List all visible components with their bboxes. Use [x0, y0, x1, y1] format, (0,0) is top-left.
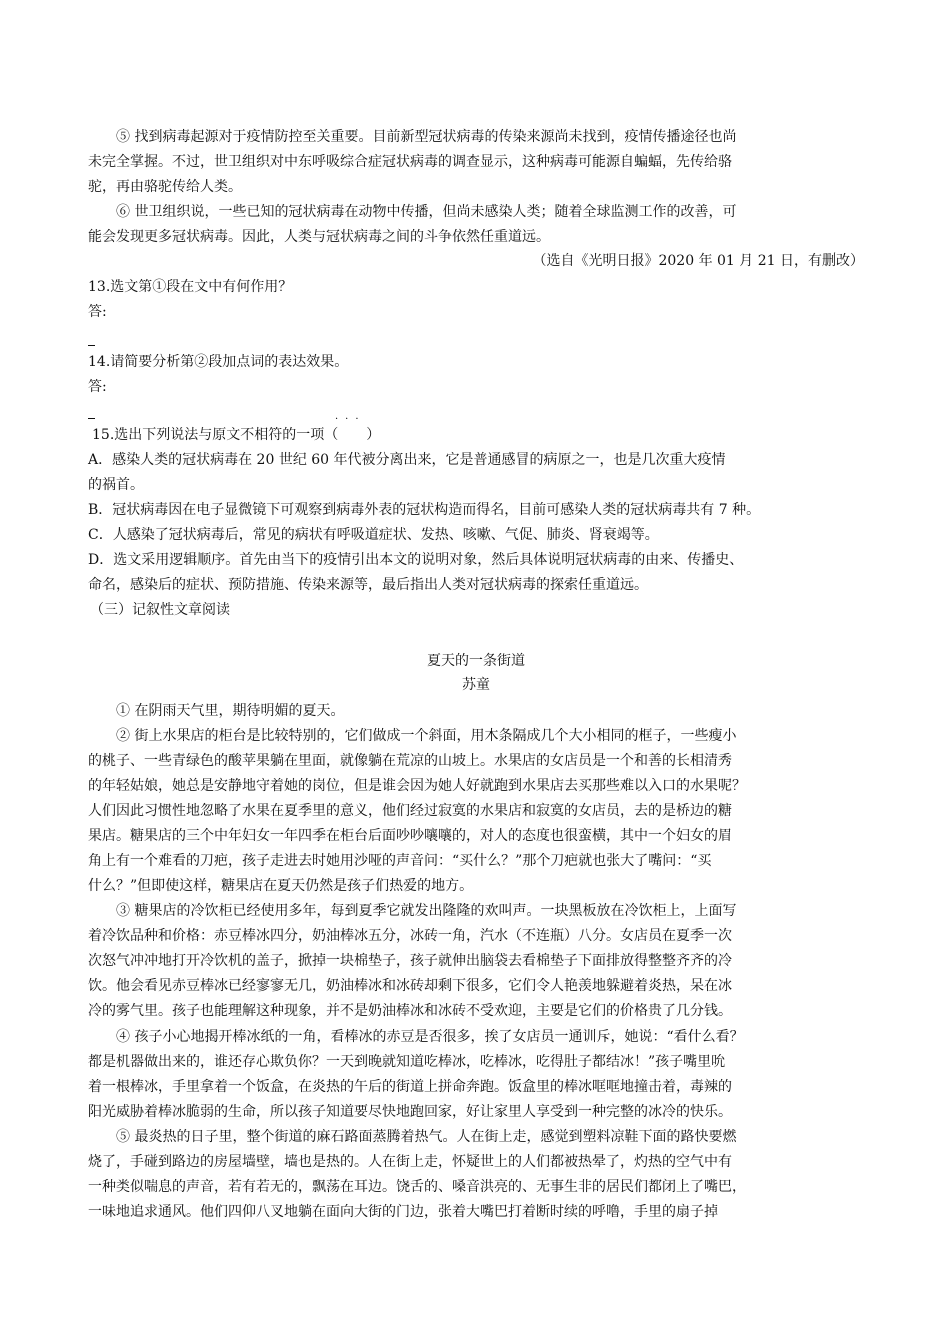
question-14-answer-line[interactable] — [88, 418, 95, 419]
article-p2-line-2: 的桃子、一些青绿色的酸苹果躺在里面，就像躺在荒凉的山坡上。水果店的女店员是一个和善的长相清秀 — [88, 753, 732, 769]
passage1-p6-line-2: 能会发现更多冠状病毒。因此，人类与冠状病毒之间的斗争依然任重道远。 — [88, 229, 550, 245]
article-p2-line-3: 的年轻姑娘，她总是安静地守着她的岗位，但是谁会因为她人好就跑到水果店去买那些难以入口的水果呢？ — [88, 778, 746, 794]
passage1-p6-line-1: ⑥ 世卫组织说，一些已知的冠状病毒在动物中传播，但尚未感染人类；随着全球监测工作的改善，可 — [116, 204, 737, 220]
article-p3-line-5: 冷的雾气里。孩子也能理解这种现象，并不是奶油棒冰和冰砖不受欢迎，主要是它们的价格贵了几分钱。 — [88, 1003, 732, 1019]
option-d-line-1: D．选文采用逻辑顺序。首先由当下的疫情引出本文的说明对象，然后具体说明冠状病毒的由来、传播史、 — [88, 552, 744, 568]
article-p3-line-2: 着冷饮品种和价格：赤豆棒冰四分，奶油棒冰五分，冰砖一角，汽水（不连瓶）八分。女店员在夏季一次 — [88, 928, 732, 944]
article-author: 苏童 — [462, 677, 490, 693]
article-p4-line-4: 阳光威胁着棒冰脆弱的生命，所以孩子知道要尽快地跑回家，好让家里人享受到一种完整的冰冷的快乐。 — [88, 1104, 732, 1120]
article-p3-line-1: ③ 糖果店的冷饮柜已经使用多年，每到夏季它就发出隆隆的欢叫声。一块黑板放在冷饮柜上，上面写 — [116, 903, 737, 919]
article-p3-line-4: 饮。他会看见赤豆棒冰已经寥寥无几，奶油棒冰和冰砖却剩下很多，它们令人艳羡地躲避着炎热，呆在冰 — [88, 978, 732, 994]
article-p5-line-4: 一味地追求通风。他们四仰八叉地躺在面向大街的门边，张着大嘴巴打着断时续的呼噜，手里的扇子掉 — [88, 1204, 718, 1220]
question-15: 15.选出下列说法与原文不相符的一项（ ） — [92, 427, 381, 443]
option-b: B．冠状病毒因在电子显微镜下可观察到病毒外表的冠状构造而得名，目前可感染人类的冠状病毒共有 7 种。 — [88, 502, 761, 518]
article-p4-line-1: ④ 孩子小心地揭开棒冰纸的一角，看棒冰的赤豆是否很多，挨了女店员一通训斥，她说：“看什么看？ — [116, 1029, 744, 1045]
section-heading: （三）记叙性文章阅读 — [90, 602, 230, 618]
question-14-answer-label: 答: — [88, 379, 107, 395]
article-p5-line-1: ⑤ 最炎热的日子里，整个街道的麻石路面蒸腾着热气。人在街上走，感觉到塑料凉鞋下面的路快要燃 — [116, 1129, 737, 1145]
article-p2-line-7: 什么？”但即使这样，糖果店在夏天仍然是孩子们热爱的地方。 — [88, 878, 474, 894]
option-a-line-2: 的祸首。 — [88, 477, 144, 493]
passage1-p5-line-1: ⑤ 找到病毒起源对于疫情防控至关重要。目前新型冠状病毒的传染来源尚未找到，疫情传播途径也尚 — [116, 129, 737, 145]
option-a-line-1: A．感染人类的冠状病毒在 20 世纪 60 年代被分离出来，它是普通感冒的病原之一，也是几次重大疫情 — [88, 452, 726, 468]
article-p2-line-5: 果店。糖果店的三个中年妇女一年四季在柜台后面吵吵嚷嚷的，对人的态度也很蛮横，其中一个妇女的眉 — [88, 828, 732, 844]
source-citation: （选自《光明日报》2020 年 01 月 21 日，有删改） — [532, 253, 864, 269]
question-14: 14.请简要分析第②段加点词的表达效果。 — [88, 354, 349, 370]
article-title: 夏天的一条街道 — [427, 653, 525, 669]
question-13-answer-label: 答: — [88, 304, 107, 320]
article-p2-line-1: ② 街上水果店的柜台是比较特别的，它们做成一个斜面，用木条隔成几个大小相同的框子，一些瘦小 — [116, 728, 737, 744]
article-p1-line-1: ① 在阴雨天气里，期待明媚的夏天。 — [116, 703, 345, 719]
passage1-p5-line-3: 驼，再由骆驼传给人类。 — [88, 179, 242, 195]
emphasis-dots: ··· — [335, 414, 366, 425]
option-d-line-2: 命名，感染后的症状、预防措施、传染来源等，最后指出人类对冠状病毒的探索任重道远。 — [88, 577, 648, 593]
article-p4-line-2: 都是机器做出来的，谁还存心欺负你？一天到晚就知道吃棒冰，吃棒冰，吃得肚子都结冰！”孩子嘴里吮 — [88, 1054, 726, 1070]
option-c: C．人感染了冠状病毒后，常见的病状有呼吸道症状、发热、咳嗽、气促、肺炎、肾衰竭等。 — [88, 527, 659, 543]
question-13-answer-line[interactable] — [88, 345, 95, 346]
article-p5-line-3: 一种类似喘息的声音，若有若无的，飘荡在耳边。饶舌的、嗓音洪亮的、无事生非的居民们都闭上了嘴巴， — [88, 1179, 746, 1195]
question-13: 13.选文第①段在文中有何作用？ — [88, 279, 293, 295]
article-p4-line-3: 着一根棒冰，手里拿着一个饭盒，在炎热的午后的街道上拼命奔跑。饭盒里的棒冰哐哐地撞击着，毒辣的 — [88, 1079, 732, 1095]
passage1-p5-line-2: 未完全掌握。不过，世卫组织对中东呼吸综合症冠状病毒的调查显示，这种病毒可能源自蝙蝠，先传给骆 — [88, 154, 732, 170]
article-p5-line-2: 烧了，手碰到路边的房屋墙壁，墙也是热的。人在街上走，怀疑世上的人们都被热晕了，灼热的空气中有 — [88, 1154, 732, 1170]
article-p2-line-6: 角上有一个难看的刀疤，孩子走进去时她用沙哑的声音问：“买什么？”那个刀疤就也张大了嘴问：“买 — [88, 853, 712, 869]
article-p2-line-4: 人们因此习惯性地忽略了水果在夏季里的意义，他们经过寂寞的水果店和寂寞的女店员，去的是桥边的糖 — [88, 803, 732, 819]
article-p3-line-3: 次怒气冲冲地打开冷饮机的盖子，掀掉一块棉垫子，孩子就伸出脑袋去看棉垫子下面排放得整整齐齐的冷 — [88, 953, 732, 969]
